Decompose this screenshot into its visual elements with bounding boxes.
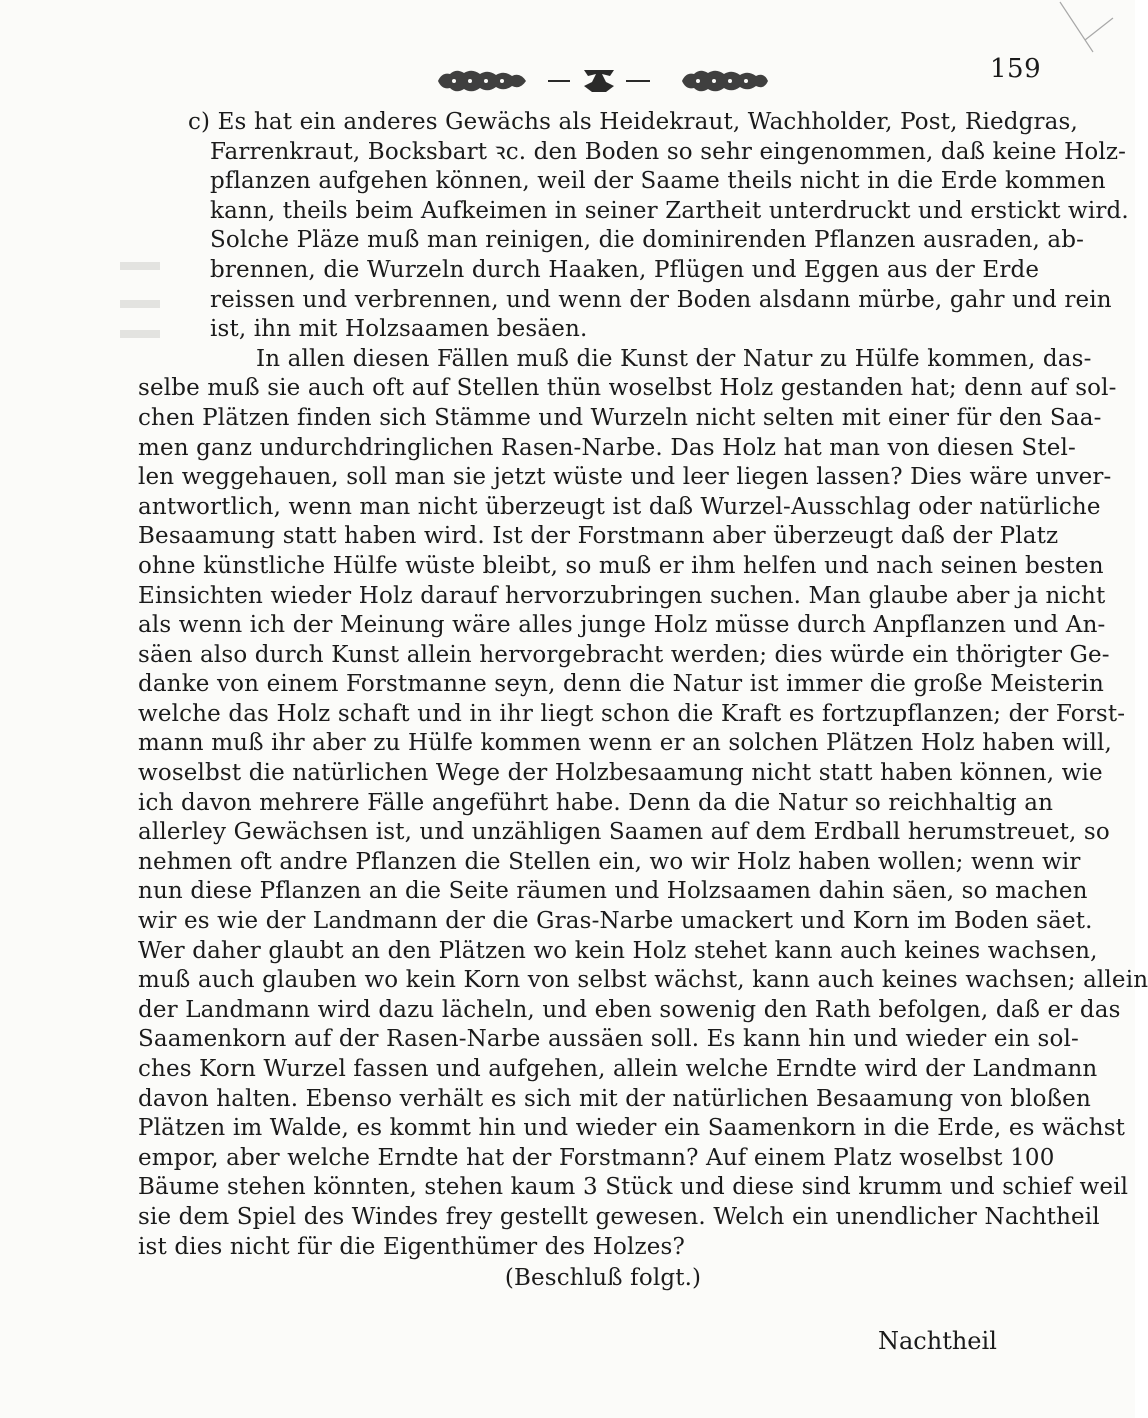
text-line: len weggehauen, soll man sie jetzt wüste und leer liegen lassen? Dies wäre unver- [138,464,1112,491]
text-line: pflanzen aufgehen können, weil der Saame theils nicht in die Erde kommen [210,168,1106,195]
body-text [138,108,1148,1294]
text-line: Solche Pläze muß man reinigen, die dominirenden Pflanzen ausraden, ab- [210,227,1085,254]
text-line: men ganz undurchdringlichen Rasen-Narbe. Das Holz hat man von diesen Stel- [138,434,1076,461]
text-line: danke von einem Forstmanne seyn, denn die Natur ist immer die große Meisterin [138,671,1104,698]
text-line: Wer daher glaubt an den Plätzen wo kein Holz stehet kann auch keines wachsen, [138,937,1098,964]
text-line: woselbst die natürlichen Wege der Holzbesaamung nicht statt haben können, wie [138,760,1103,787]
text-line: nun diese Pflanzen an die Seite räumen und Holzsaamen dahin säen, so machen [138,878,1088,905]
text-line: Saamenkorn auf der Rasen-Narbe aussäen soll. Es kann hin und wieder ein sol- [138,1026,1079,1053]
text-line: der Landmann wird dazu lächeln, und eben sowenig den Rath befolgen, daß er das [138,996,1121,1023]
text-line: mann muß ihr aber zu Hülfe kommen wenn er an solchen Plätzen Holz haben will, [138,730,1112,757]
text-line: Farrenkraut, Bocksbart ꝛc. den Boden so sehr eingenommen, daß keine Holz- [210,138,1127,165]
conclusion-note: (Beschluß folgt.) [504,1265,702,1292]
text-line: Einsichten wieder Holz darauf hervorzubringen suchen. Man glaube aber ja nicht [138,582,1106,609]
page-number: 159 [990,54,1042,84]
text-line: chen Plätzen finden sich Stämme und Wurzeln nicht selten mit einer für den Saa- [138,404,1102,431]
header-ornament [430,64,770,98]
text-line: ist dies nicht für die Eigenthümer des Holzes? [138,1233,685,1260]
text-line: Besaamung statt haben wird. Ist der Forstmann aber überzeugt daß der Platz [138,523,1059,550]
text-line: ches Korn Wurzel fassen und aufgehen, allein welche Erndte wird der Landmann [138,1056,1098,1082]
text-line: welche das Holz schaft und in ihr liegt schon die Kraft es fortzupflanzen; der Forst- [138,700,1126,727]
text-line: selbe muß sie auch oft auf Stellen thün woselbst Holz gestanden hat; denn auf sol- [138,375,1117,402]
text-line: nehmen oft andre Pflanzen die Stellen ein, wo wir Holz haben wollen; wenn wir [138,848,1081,875]
text-line: kann, theils beim Aufkeimen in seiner Zartheit unterdruckt und erstickt wird. [210,197,1129,224]
text-line: säen also durch Kunst allein hervorgebracht werden; dies würde ein thörigter Ge- [138,641,1110,668]
catchword: Nachtheil [878,1327,997,1355]
text-line: In allen diesen Fällen muß die Kunst der Natur zu Hülfe kommen, das- [256,345,1092,372]
text-line: als wenn ich der Meinung wäre alles junge Holz müsse durch Anpflanzen und An- [138,612,1106,639]
scan-corner-mark [1055,0,1115,70]
text-line: brennen, die Wurzeln durch Haaken, Pflügen und Eggen aus der Erde [210,256,1040,283]
text-line: Plätzen im Walde, es kommt hin und wieder ein Saamenkorn in die Erde, es wächst [138,1115,1126,1142]
text-line: wir es wie der Landmann der die Gras-Narbe umackert und Korn im Boden säet. [138,908,1093,935]
text-line: allerley Gewächsen ist, und unzähligen Saamen auf dem Erdball herumstreuet, so [138,819,1110,846]
text-line: muß auch glauben wo kein Korn von selbst wächst, kann auch keines wachsen; allein [138,967,1148,994]
text-line: Bäume stehen könnten, stehen kaum 3 Stück und diese sind krumm und schief weil [138,1174,1129,1201]
text-line: ohne künstliche Hülfe wüste bleibt, so muß er ihm helfen und nach seinen besten [138,552,1104,579]
text-line: davon halten. Ebenso verhält es sich mit der natürlichen Besaamung von bloßen [138,1085,1091,1112]
text-line: ist, ihn mit Holzsaamen besäen. [210,316,588,343]
text-line: ich davon mehrere Fälle angeführt habe. Denn da die Natur so reichhaltig an [138,789,1054,816]
text-line: reissen und verbrennen, und wenn der Boden alsdann mürbe, gahr und rein [210,286,1112,313]
text-line: c) Es hat ein anderes Gewächs als Heidekraut, Wachholder, Post, Riedgras, [188,109,1078,135]
text-line: sie dem Spiel des Windes frey gestellt gewesen. Welch ein unendlicher Nachtheil [138,1203,1100,1230]
text-line: empor, aber welche Erndte hat der Forstmann? Auf einem Platz woselbst 100 [138,1144,1055,1171]
text-line: antwortlich, wenn man nicht überzeugt ist daß Wurzel-Ausschlag oder natürliche [138,493,1101,520]
